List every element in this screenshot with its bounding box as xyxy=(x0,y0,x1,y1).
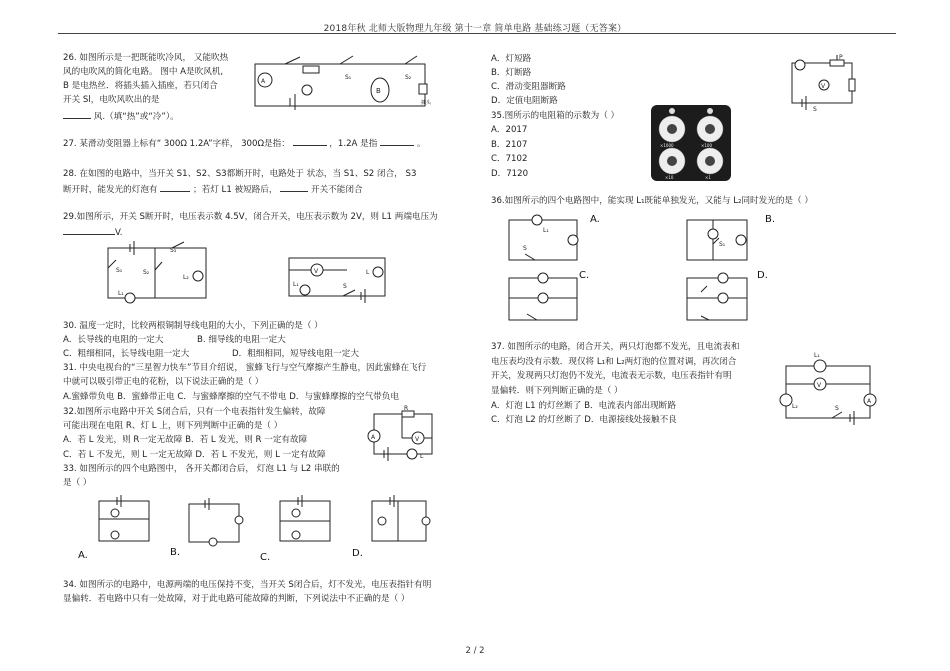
q26-fig-label-b: B xyxy=(376,87,381,95)
q32-fig-label-r: R xyxy=(404,405,409,412)
q37-line4: 显偏转．则下列判断正确的是（ ） xyxy=(491,386,623,396)
q30-stem: 30. 温度一定时，比较两根铜制导线电阻的大小，下列正确的是（ ） xyxy=(63,321,323,331)
q36-option-b[interactable]: B. xyxy=(765,214,776,225)
q37-fig-label-l2: L₂ xyxy=(792,403,798,410)
q34-line2: 显偏转．若电路中只有一处故障，对于此电路可能故障的判断，下列说法中不正确的是（ ） xyxy=(63,594,410,604)
q27-blank-2[interactable] xyxy=(380,135,414,146)
q26-blank[interactable] xyxy=(63,108,91,119)
q27-blank-1[interactable] xyxy=(293,135,327,146)
q35-option-d[interactable]: D．7120 xyxy=(491,169,529,179)
q33-circuit-b xyxy=(185,498,245,548)
q28-blank-1[interactable] xyxy=(160,181,190,192)
q27-line: 27. 某滑动变阻器上标有“ 300Ω 1.2A”字样， 300Ω是指： ，1.2A 是指 。 xyxy=(63,135,425,151)
q34-option-c[interactable]: C．滑动变阻器断路 xyxy=(491,82,566,92)
q32-fig-label-l: L xyxy=(420,453,424,460)
q36a-label-s: S xyxy=(523,245,527,252)
q34-line1: 34. 如图所示的电路中，电源两端的电压保持不变，当开关 S闭合后，灯不发光，电压表指针有明 xyxy=(63,580,432,590)
q35-resistance-box xyxy=(650,104,732,182)
q37-fig-label-a: A xyxy=(867,398,872,405)
q35-stem: 35.图所示的电阻箱的示数为（ ） xyxy=(491,111,620,121)
q28-fig-label-s3: S₃ xyxy=(170,247,177,254)
q32-circuit xyxy=(362,405,437,460)
q29-fig-label-s: S xyxy=(343,283,347,290)
q35-option-b[interactable]: B．2107 xyxy=(491,140,528,150)
q36-circuit-c xyxy=(505,272,585,327)
q36-stem: 36.如图所示的四个电路图中，能实现 L₁既能单独发光，又能与 L₂同时发光的是（ ） xyxy=(491,196,813,206)
q29-fig-label-l1: L₁ xyxy=(293,281,299,288)
q32-line2: 可能出现在电阻 R、灯 L 上，则下列判断中正确的是（ ） xyxy=(63,421,283,431)
q34-circuit xyxy=(782,54,862,113)
q36-circuit-b xyxy=(683,214,753,264)
q32-fig-label-v: V xyxy=(415,436,420,443)
q30-option-a[interactable]: A．长导线的电阻的一定大 xyxy=(63,335,164,345)
q36-circuit-a xyxy=(505,214,585,264)
q26-line2: 风的电吹风的简化电路。 图中 A是吹风机, xyxy=(63,67,224,77)
q35-dial-x10: ×10 xyxy=(665,175,674,180)
q33-line1: 33. 如图所示的四个电路图中， 各开关都闭合后， 灯泡 L1 与 L2 串联的 xyxy=(63,464,340,474)
q36-circuit-d xyxy=(683,272,753,327)
q31-options[interactable]: A.蜜蜂带负电 B．蜜蜂带正电 C．与蜜蜂摩擦的空气不带电 D．与蜜蜂摩擦的空气带负电 xyxy=(63,392,399,402)
q33-circuit-d xyxy=(368,495,433,547)
q30-option-d[interactable]: D．粗细相同，短导线电阻一定大 xyxy=(232,349,359,359)
q37-circuit xyxy=(780,352,880,424)
q26-line5: 风.（填“热”或“冷”）。 xyxy=(63,108,179,124)
q29-fig-label-v: V xyxy=(314,268,319,275)
q33-option-d[interactable]: D. xyxy=(352,548,363,559)
q32-line3[interactable]: A．若 L 发光，则 R一定无故障 B．若 L 发光，则 R 一定有故障 xyxy=(63,435,308,445)
q37-line1: 37. 如图所示的电路，闭合开关，两只灯泡都不发光，且电流表和 xyxy=(491,342,740,352)
q35-dial-x100: ×100 xyxy=(701,143,712,148)
q26-fig-label-a: A xyxy=(261,78,266,85)
q33-circuit-a xyxy=(95,495,155,547)
q36-option-c[interactable]: C. xyxy=(579,270,590,281)
q33-option-a[interactable]: A. xyxy=(78,550,88,561)
q36-option-a[interactable]: A. xyxy=(590,214,600,225)
q37-line6[interactable]: C．灯泡 L2 的灯丝断了 D．电源接线处接触不良 xyxy=(491,415,677,425)
q33-option-b[interactable]: B. xyxy=(170,547,181,558)
q28-fig-label-l2: L₂ xyxy=(183,274,189,281)
q28-fig-label-s1: S₁ xyxy=(116,267,123,274)
q29-blank[interactable] xyxy=(63,224,115,235)
q26-fig-label-s2: S₂ xyxy=(405,74,412,81)
q37-fig-label-l1: L₁ xyxy=(814,352,820,359)
q28-fig-label-l1: L₁ xyxy=(118,290,124,297)
q33-line2: 是（ ） xyxy=(63,478,92,488)
q36b-label-s1: S₁ xyxy=(719,241,726,248)
page-header: 2018年秋 北师大版物理九年级 第十一章 简单电路 基础练习题（无答案） xyxy=(323,24,627,34)
q36a-label-l1: L₁ xyxy=(543,227,549,234)
q37-line2: 电压表均没有示数．现仅将 L₁和 L₂两灯泡的位置对调，再次闭合 xyxy=(491,357,737,367)
q28-fig-label-s2: S₂ xyxy=(143,269,150,276)
q33-option-c[interactable]: C. xyxy=(260,552,271,563)
q31-line1: 31. 中央电视台的“三星智力快车”节目介绍说， 蜜蜂飞行与空气摩擦产生静电，因此蜜蜂在飞行 xyxy=(63,363,427,373)
q36-option-d[interactable]: D. xyxy=(757,270,768,281)
q30-option-b[interactable]: B. 细导线的电阻一定大 xyxy=(197,335,286,345)
q28-line1: 28. 在如图的电路中，当开关 S1、S2、S3都断开时，电路处于 状态，当 S1、S2 闭合， S3 xyxy=(63,169,417,179)
header-rule xyxy=(58,33,896,34)
q34-fig-label-s: S xyxy=(813,106,817,113)
q35-dial-x1: ×1 xyxy=(705,175,711,180)
q32-line4[interactable]: C．若 L 不发光，则 L 一定无故障 D．若 L 不发光，则 L 一定有故障 xyxy=(63,450,326,460)
q30-option-c[interactable]: C．粗细相同，长导线电阻一定大 xyxy=(63,349,190,359)
q34-option-b[interactable]: B．灯断路 xyxy=(491,68,532,78)
q33-circuit-c xyxy=(276,495,336,547)
q26-line1: 26. 如图所示是一把既能吹冷风， 又能吹热 xyxy=(63,53,229,63)
q34-option-a[interactable]: A．灯短路 xyxy=(491,54,532,64)
q37-line3: 开关，发现两只灯泡仍不发光，电流表无示数，电压表指针有明 xyxy=(491,371,732,381)
q37-line5[interactable]: A．灯泡 L1 的灯丝断了 B．电流表内部出现断路 xyxy=(491,401,676,411)
q26-fig-label-plug: 插头 xyxy=(421,100,432,106)
q26-line3: B 是电热丝．将插头插入插座，若只闭合 xyxy=(63,81,218,91)
page-number: 2 / 2 xyxy=(465,646,485,656)
q35-option-c[interactable]: C．7102 xyxy=(491,154,528,164)
q34-option-d[interactable]: D．定值电阻断路 xyxy=(491,96,558,106)
q28-circuit xyxy=(100,240,220,304)
q37-fig-label-v: V xyxy=(817,382,822,389)
q34-fig-label-p: P xyxy=(839,54,843,61)
q32-fig-label-a: A xyxy=(371,434,376,441)
q32-line1: 32.如图所示电路中开关 S闭合后，只有一个电表指针发生偏转，故障 xyxy=(63,407,326,417)
q34-fig-label-v: V xyxy=(821,83,826,90)
q29-line2: V. xyxy=(63,224,123,240)
q26-hairdryer-circuit xyxy=(245,52,445,112)
q29-line1: 29.如图所示，开关 S断开时，电压表示数 4.5V，闭合开关，电压表示数为 2V，则 L1 两端电压为 xyxy=(63,212,438,222)
q37-fig-label-s: S xyxy=(835,405,839,412)
q26-fig-label-s1: S₁ xyxy=(345,74,352,81)
q28-line2: 断开时，能发光的灯泡有 ；若灯 L1 被短路后， 开关不能闭合 xyxy=(63,181,363,197)
q28-blank-2[interactable] xyxy=(280,181,308,192)
q35-option-a[interactable]: A．2017 xyxy=(491,125,528,135)
q35-dial-x1000: ×1000 xyxy=(660,143,674,148)
q31-line2: 中就可以吸引带正电的花粉，以下说法正确的是（ ） xyxy=(63,377,264,387)
q26-line4: 开关 Sl，电吹风吹出的是 xyxy=(63,95,160,105)
q29-circuit xyxy=(283,252,393,302)
q29-fig-label-l: L xyxy=(366,269,370,276)
